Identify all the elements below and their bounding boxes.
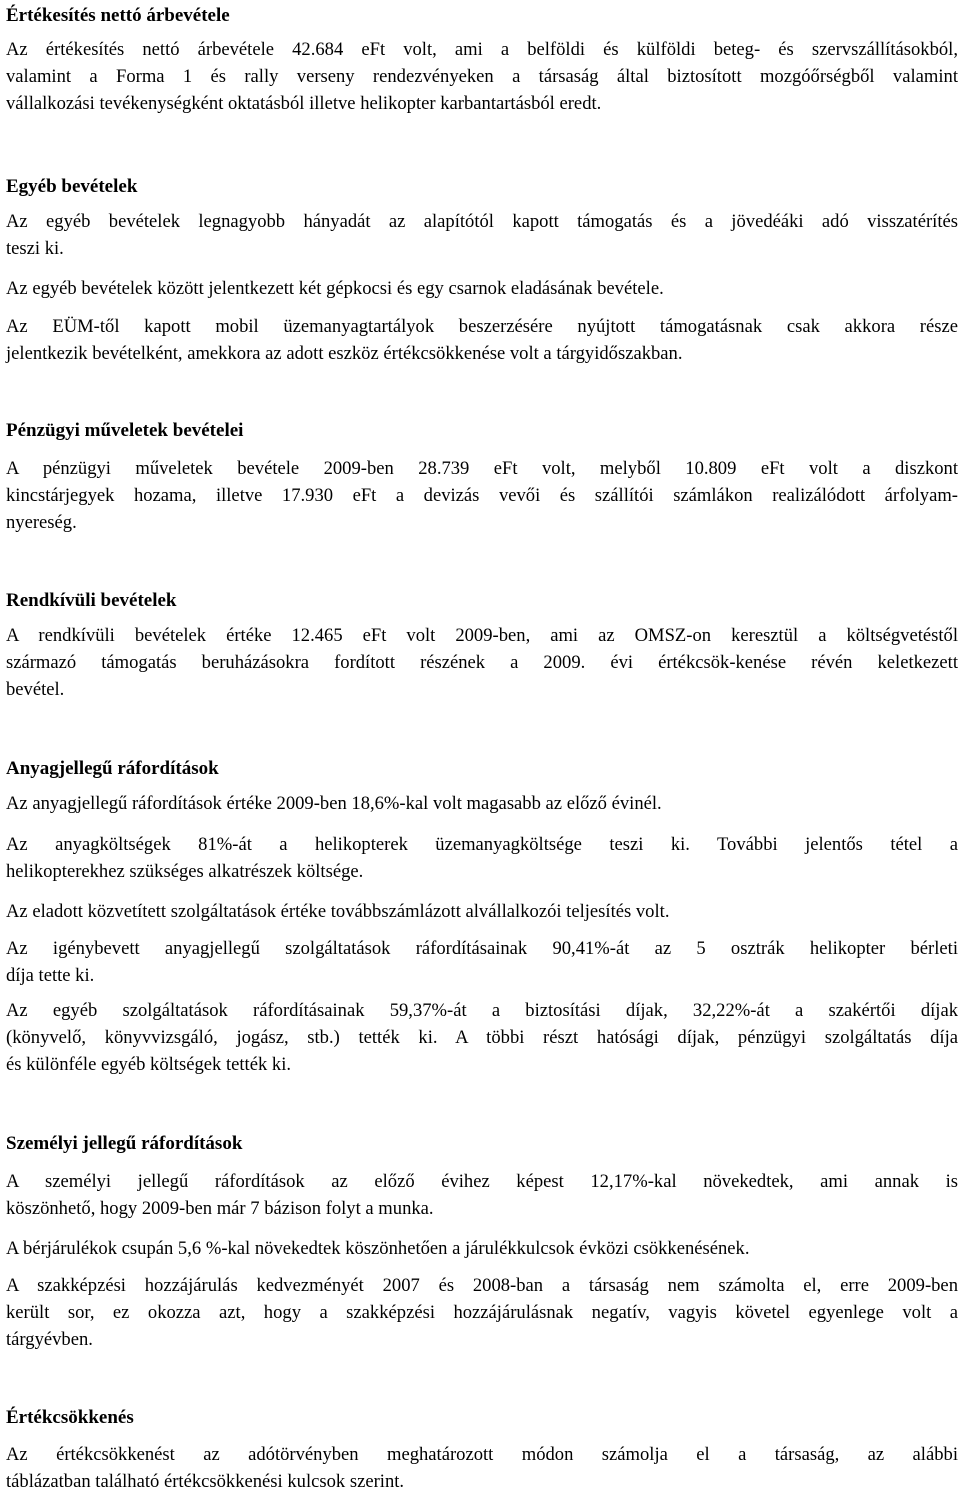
text-line: táblázatban található értékcsökkenési kulcsok szerint. (6, 1471, 405, 1492)
paragraph-personnel-expenses-2 (6, 1235, 958, 1262)
text-line: Az értékcsökkenést az adótörvényben meghatározott módon számolja el a társaság, az alábbi (6, 1444, 958, 1465)
text-line: és különféle egyéb költségek tették ki. (6, 1054, 292, 1075)
text-line: Az EÜM-től kapott mobil üzemanyagtartályok beszerzésére nyújtott támogatásnak csak akkora része (6, 316, 958, 337)
text-line: bevétel. (6, 679, 65, 700)
text-line: Az igénybevett anyagjellegű szolgáltatások ráfordításainak 90,41%-át az 5 osztrák helikopter bérleti (6, 938, 958, 959)
text-line: valamint a Forma 1 és rally verseny rendezvényeken a társaság által biztosított mozgóőrségből valamint (6, 66, 958, 87)
section-title-other-income: Egyéb bevételek (6, 176, 138, 197)
paragraph-other-income-3 (6, 313, 958, 367)
text-line: A személyi jellegű ráfordítások az előző évihez képest 12,17%-kal növekedtek, ami annak is (6, 1171, 958, 1192)
paragraph-net-revenue (6, 36, 958, 117)
section-title-personnel-expenses: Személyi jellegű ráfordítások (6, 1133, 243, 1154)
text-line: kincstárjegyek hozama, illetve 17.930 eFt a devizás vevői és szállítói számlákon realizálódott árfolyam- (6, 485, 958, 506)
text-line: köszönhető, hogy 2009-ben már 7 bázison folyt a munka. (6, 1198, 434, 1219)
text-line: nyereség. (6, 512, 77, 533)
text-line: Az értékesítés nettó árbevétele 42.684 eFt volt, ami a belföldi és külföldi beteg- és szervszállításokból, (6, 39, 958, 60)
text-line: A bérjárulékok csupán 5,6 %-kal növekedtek köszönhetően a járulékkulcsok évközi csökkenésének. (6, 1238, 750, 1259)
text-line: vállalkozási tevékenységként oktatásból illetve helikopter karbantartásból eredt. (6, 93, 602, 114)
paragraph-extraordinary-income (6, 622, 958, 703)
paragraph-other-income-2 (6, 275, 958, 302)
text-line: Az egyéb bevételek között jelentkezett két gépkocsi és egy csarnok eladásának bevétele. (6, 278, 664, 299)
text-line: került sor, ez okozza azt, hogy a szakképzési hozzájárulásnak negatív, vagyis követel egyenlege volt a (6, 1302, 958, 1323)
text-line: származó támogatás beruházásokra fordított részének a 2009. évi értékcsök-kenése révén keletkezett (6, 652, 958, 673)
paragraph-material-expenses-5 (6, 997, 958, 1078)
paragraph-material-expenses-1 (6, 790, 958, 817)
text-line: teszi ki. (6, 238, 64, 259)
section-title-net-revenue: Értékesítés nettó árbevétele (6, 5, 230, 26)
paragraph-material-expenses-3 (6, 898, 958, 925)
section-title-depreciation: Értékcsökkenés (6, 1407, 134, 1428)
section-title-material-expenses: Anyagjellegű ráfordítások (6, 758, 219, 779)
text-line: A szakképzési hozzájárulás kedvezményét 2007 és 2008-ban a társaság nem számolta el, erre 2009-ben (6, 1275, 958, 1296)
section-title-financial-income: Pénzügyi műveletek bevételei (6, 420, 244, 441)
paragraph-financial-income (6, 455, 958, 536)
text-line: A rendkívüli bevételek értéke 12.465 eFt volt 2009-ben, ami az OMSZ-on keresztül a költségvetéstől (6, 625, 958, 646)
text-line: tárgyévben. (6, 1329, 93, 1350)
paragraph-depreciation (6, 1441, 958, 1495)
text-line: A pénzügyi műveletek bevétele 2009-ben 28.739 eFt volt, melyből 10.809 eFt volt a diszkont (6, 458, 958, 479)
text-line: Az egyéb bevételek legnagyobb hányadát az alapítótól kapott támogatás és a jövedéáki adó visszatérítés (6, 211, 958, 232)
paragraph-material-expenses-2 (6, 831, 958, 885)
text-line: Az anyagköltségek 81%-át a helikopterek üzemanyagköltsége teszi ki. További jelentős tétel a (6, 834, 958, 855)
text-line: díja tette ki. (6, 965, 95, 986)
paragraph-other-income-1 (6, 208, 958, 262)
section-title-extraordinary-income: Rendkívüli bevételek (6, 590, 177, 611)
text-line: Az anyagjellegű ráfordítások értéke 2009-ben 18,6%-kal volt magasabb az előző évinél. (6, 793, 662, 814)
text-line: helikopterekhez szükséges alkatrészek költsége. (6, 861, 364, 882)
paragraph-personnel-expenses-1 (6, 1168, 958, 1222)
text-line: jelentkezik bevételként, amekkora az adott eszköz értékcsökkenése volt a tárgyidőszakban. (6, 343, 683, 364)
paragraph-material-expenses-4 (6, 935, 958, 989)
paragraph-personnel-expenses-3 (6, 1272, 958, 1353)
text-line: Az eladott közvetített szolgáltatások értéke továbbszámlázott alvállalkozói teljesítés volt. (6, 901, 670, 922)
text-line: (könyvelő, könyvvizsgáló, jogász, stb.) tették ki. A többi részt hatósági díjak, pénzügyi szolgáltatás díja (6, 1027, 958, 1048)
text-line: Az egyéb szolgáltatások ráfordításainak 59,37%-át a biztosítási díjak, 32,22%-át a szakértői díjak (6, 1000, 958, 1021)
